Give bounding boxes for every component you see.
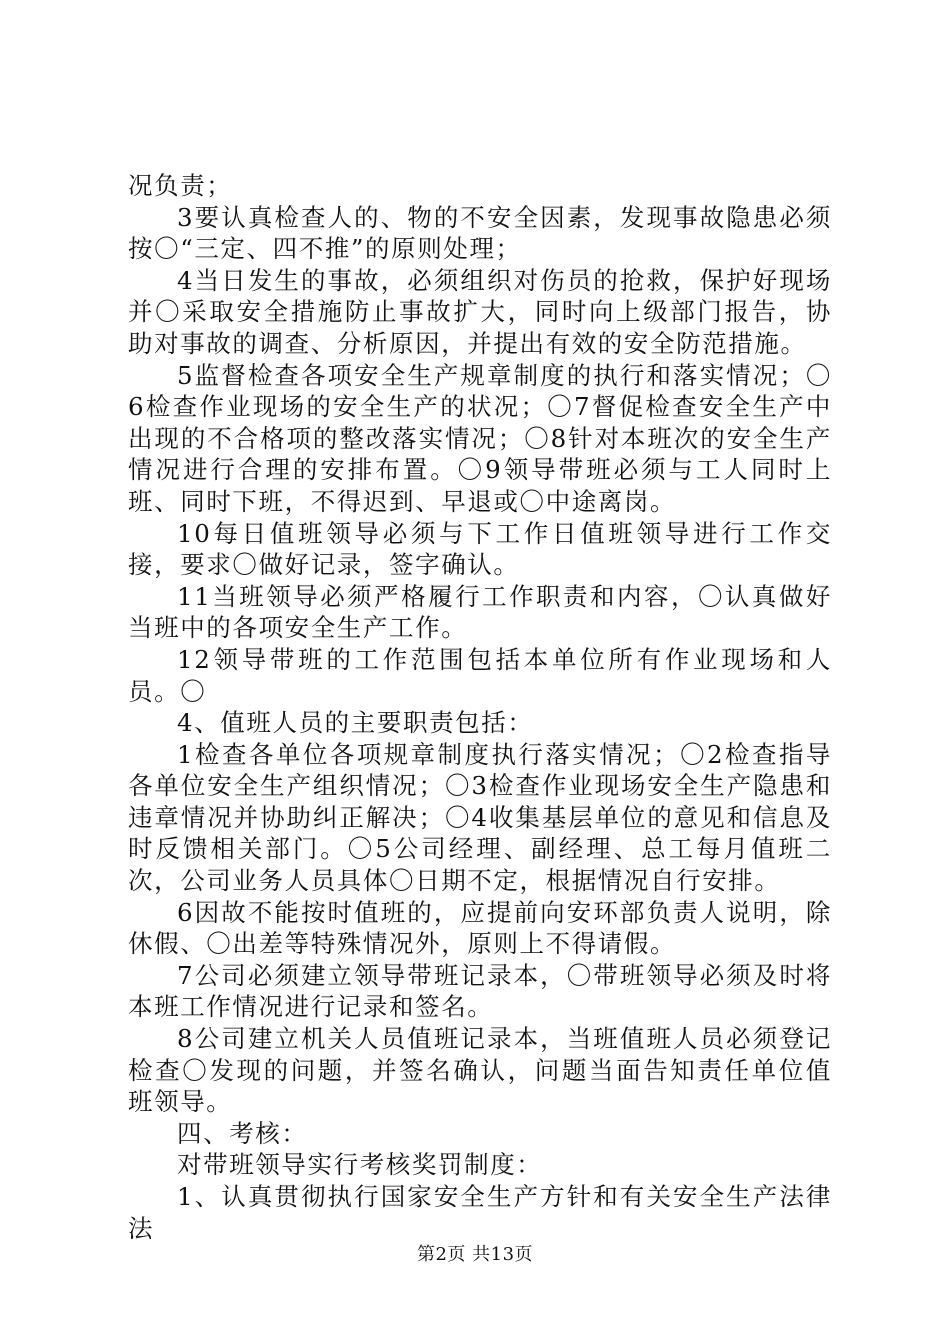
paragraph: 7公司必须建立领导带班记录本，〇带班领导必须及时将本班工作情况进行记录和签名。: [128, 960, 832, 1022]
paragraph: 对带班领导实行考核奖罚制度：: [177, 1150, 543, 1180]
paragraph: 况负责；: [128, 171, 233, 200]
paragraph: 11当班领导必须严格履行工作职责和内容，〇认真做好当班中的各项安全生产工作。: [128, 581, 832, 643]
paragraph: 12领导带班的工作范围包括本单位所有作业现场和人员。〇: [128, 644, 832, 706]
paragraph: 4当日发生的事故，必须组织对伤员的抢救，保护好现场并〇采取安全措施防止事故扩大，同时向上级部门报告，协助对事故的调查、分析原因，并提出有效的安全防范措施。: [128, 265, 832, 358]
paragraph: 10每日值班领导必须与下工作日值班领导进行工作交接，要求〇做好记录，签字确认。: [128, 518, 832, 580]
paragraph: 5监督检查各项安全生产规章制度的执行和落实情况；〇6检查作业现场的安全生产的状况；〇7督促检查安全生产中出现的不合格项的整改落实情况；〇8针对本班次的安全生产情况进行合理的安排布置。〇9领导带班必须与工人同时上班、同时下班，不得迟到、早退或〇中途离岗。: [128, 360, 832, 516]
paragraph: 1、认真贯彻执行国家安全生产方针和有关安全生产法律法: [128, 1182, 832, 1243]
paragraph: 1检查各单位各项规章制度执行落实情况；〇2检查指导各单位安全生产组织情况；〇3检查作业现场安全生产隐患和违章情况并协助纠正解决；〇4收集基层单位的意见和信息及时反馈相关部门。〇5公司经理、副经理、总工每月值班二次，公司业务人员具体〇日期不定，根据情况自行安排。: [128, 739, 832, 896]
body-text: [128, 170, 832, 1244]
paragraph: 6因故不能按时值班的，应提前向安环部负责人说明，除休假、〇出差等特殊情况外，原则上不得请假。: [128, 897, 832, 959]
section-heading: 四、考核：: [177, 1118, 308, 1148]
section-heading: 4、值班人员的主要职责包括：: [177, 708, 534, 738]
page-number-footer: 第2页 共13页: [416, 1244, 534, 1265]
paragraph: 8公司建立机关人员值班记录本，当班值班人员必须登记检查〇发现的问题，并签名确认，问题当面告知责任单位值班领导。: [128, 1024, 832, 1117]
paragraph: 3要认真检查人的、物的不安全因素，发现事故隐患必须按〇“三定、四不推”的原则处理；: [128, 202, 832, 264]
